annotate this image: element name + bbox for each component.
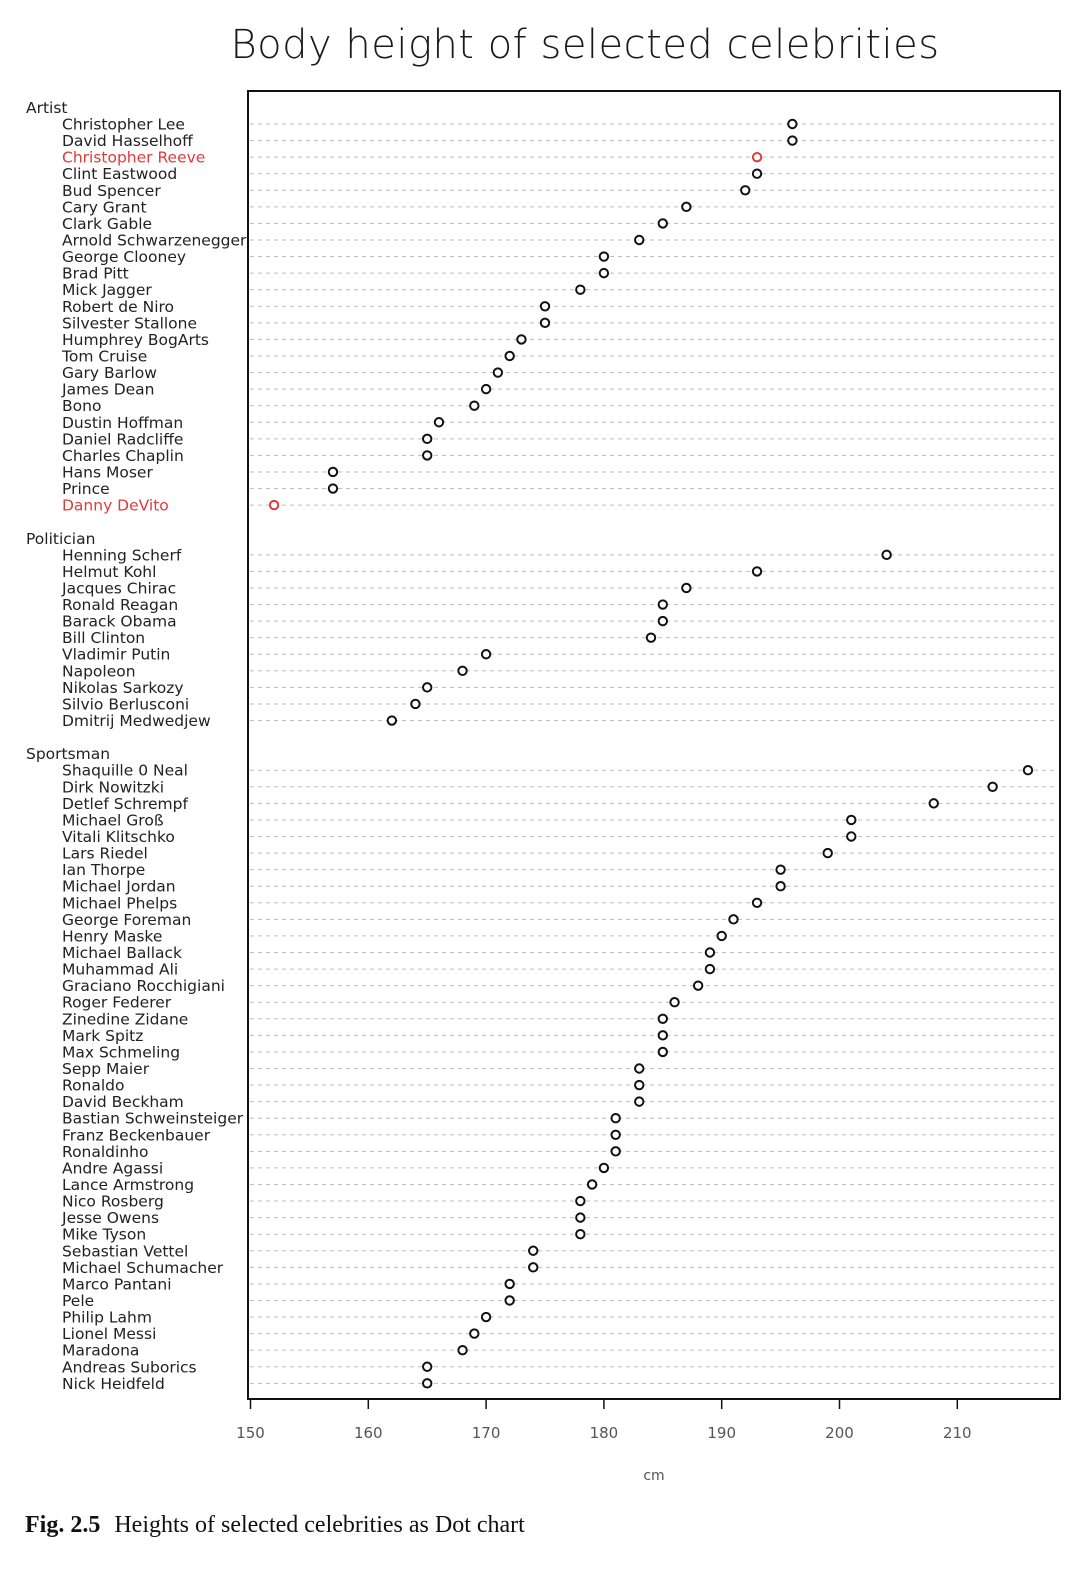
category-label: Henning Scherf — [62, 546, 182, 565]
data-point — [576, 1213, 584, 1221]
plot-frame — [248, 91, 1060, 1399]
category-label: Graciano Rocchigiani — [62, 977, 225, 996]
data-point — [576, 1197, 584, 1205]
data-point-highlight — [270, 501, 278, 509]
data-point — [753, 567, 761, 575]
data-point — [776, 865, 784, 873]
group-label: Sportsman — [26, 745, 111, 764]
x-tick-label: 180 — [589, 1424, 619, 1442]
x-axis-label: cm — [643, 1468, 665, 1484]
data-point — [635, 1081, 643, 1089]
data-point — [729, 915, 737, 923]
category-label: Hans Moser — [62, 463, 153, 482]
data-point — [882, 551, 890, 559]
category-label: Robert de Niro — [62, 297, 175, 316]
group-label: Artist — [26, 98, 68, 117]
data-point — [435, 418, 443, 426]
data-point — [611, 1131, 619, 1139]
category-label: Barack Obama — [62, 612, 177, 631]
data-point — [470, 1329, 478, 1337]
category-label: Mick Jagger — [62, 281, 152, 300]
category-label: Bill Clinton — [62, 629, 146, 648]
data-point — [659, 600, 667, 608]
category-label: Christopher Reeve — [62, 148, 206, 167]
category-label: Jesse Owens — [62, 1209, 160, 1228]
data-point — [529, 1263, 537, 1271]
category-label: Charles Chaplin — [62, 446, 184, 465]
category-label: Andreas Suborics — [62, 1358, 197, 1377]
data-point — [329, 468, 337, 476]
data-points — [270, 120, 1032, 1388]
caption-text: Heights of selected celebrities as Dot chart — [114, 1512, 525, 1538]
data-point — [718, 932, 726, 940]
category-label: Ronaldo — [62, 1076, 125, 1095]
category-label: Michael Groß — [62, 811, 164, 830]
category-label: Ronald Reagan — [62, 596, 179, 615]
category-label: Pele — [62, 1291, 95, 1310]
data-point — [600, 252, 608, 260]
category-label: George Foreman — [62, 910, 192, 929]
data-point — [588, 1180, 596, 1188]
figure-number: Fig. 2.5 — [25, 1512, 101, 1538]
data-point — [635, 1064, 643, 1072]
data-point — [847, 832, 855, 840]
category-label: Clint Eastwood — [62, 165, 178, 184]
category-label: Silvio Berlusconi — [62, 695, 190, 714]
grid-lines — [250, 124, 1058, 1383]
category-label: Lionel Messi — [62, 1325, 157, 1344]
category-label: Max Schmeling — [62, 1043, 181, 1062]
data-point — [847, 816, 855, 824]
data-point — [505, 352, 513, 360]
category-label: Mike Tyson — [62, 1225, 147, 1244]
data-point — [788, 120, 796, 128]
data-point — [576, 286, 584, 294]
x-tick-label: 150 — [236, 1424, 265, 1442]
data-point — [706, 965, 714, 973]
data-point — [423, 435, 431, 443]
category-labels — [26, 99, 247, 1393]
data-point — [517, 335, 525, 343]
category-label: Nikolas Sarkozy — [62, 678, 184, 697]
category-label: Christopher Lee — [62, 115, 185, 134]
category-label: Clark Gable — [62, 214, 153, 233]
category-label: Andre Agassi — [62, 1159, 164, 1178]
data-point — [482, 385, 490, 393]
x-tick-label: 190 — [707, 1424, 737, 1442]
category-label: Jacques Chirac — [62, 579, 177, 598]
data-point — [423, 1379, 431, 1387]
data-point — [541, 319, 549, 327]
category-label: Franz Beckenbauer — [62, 1126, 211, 1145]
data-point — [659, 617, 667, 625]
category-label: Muhammad Ali — [62, 960, 179, 979]
category-label: Humphrey BogArts — [62, 330, 209, 349]
category-label: Dmitrij Medwedjew — [62, 712, 211, 731]
category-label: Tom Cruise — [62, 347, 148, 366]
x-tick-label: 170 — [471, 1424, 501, 1442]
category-label: Arnold Schwarzenegger — [62, 231, 247, 250]
x-axis — [236, 1399, 971, 1442]
data-point — [635, 236, 643, 244]
x-tick-label: 210 — [942, 1424, 972, 1442]
data-point — [741, 186, 749, 194]
data-point — [930, 799, 938, 807]
category-label: Michael Jordan — [62, 877, 176, 896]
category-label: Danny DeVito — [62, 496, 169, 515]
data-point — [824, 849, 832, 857]
category-label: Detlef Schrempf — [62, 794, 188, 813]
category-label: Vitali Klitschko — [62, 828, 175, 847]
category-label: Ronaldinho — [62, 1142, 149, 1161]
data-point — [788, 136, 796, 144]
category-label: Bono — [62, 397, 102, 416]
category-label: Silvester Stallone — [62, 314, 198, 333]
category-label: Napoleon — [62, 662, 136, 681]
data-point — [600, 1164, 608, 1172]
data-point — [694, 981, 702, 989]
category-label: Nico Rosberg — [62, 1192, 164, 1211]
category-label: Nick Heidfeld — [62, 1374, 165, 1393]
category-label: Zinedine Zidane — [62, 1010, 189, 1029]
category-label: Prince — [62, 480, 110, 499]
category-label: Michael Phelps — [62, 894, 178, 913]
category-label: Gary Barlow — [62, 364, 157, 383]
data-point-highlight — [753, 153, 761, 161]
data-point — [482, 650, 490, 658]
data-point — [682, 203, 690, 211]
category-label: Sepp Maier — [62, 1059, 150, 1078]
data-point — [329, 484, 337, 492]
data-point — [659, 219, 667, 227]
data-point — [753, 899, 761, 907]
group-label: Politician — [26, 529, 96, 548]
data-point — [494, 368, 502, 376]
data-point — [411, 700, 419, 708]
category-label: Daniel Radcliffe — [62, 430, 184, 449]
data-point — [482, 1313, 490, 1321]
category-label: David Hasselhoff — [62, 132, 193, 151]
category-label: Cary Grant — [62, 198, 147, 217]
category-label: Marco Pantani — [62, 1275, 172, 1294]
chart-title: Body height of selected celebrities — [230, 22, 940, 68]
data-point — [776, 882, 784, 890]
data-point — [529, 1247, 537, 1255]
data-point — [659, 1048, 667, 1056]
category-label: Dirk Nowitzki — [62, 778, 165, 797]
data-point — [458, 667, 466, 675]
category-label: Bud Spencer — [62, 181, 161, 200]
category-label: Maradona — [62, 1341, 140, 1360]
data-point — [505, 1296, 513, 1304]
data-point — [505, 1280, 513, 1288]
category-label: Helmut Kohl — [62, 562, 157, 581]
data-point — [600, 269, 608, 277]
category-label: Lars Riedel — [62, 844, 148, 863]
category-label: Henry Maske — [62, 927, 163, 946]
data-point — [611, 1114, 619, 1122]
category-label: Michael Schumacher — [62, 1258, 224, 1277]
category-label: Shaquille 0 Neal — [62, 761, 188, 780]
data-point — [458, 1346, 466, 1354]
data-point — [682, 584, 690, 592]
category-label: Mark Spitz — [62, 1026, 144, 1045]
data-point — [635, 1097, 643, 1105]
figure-caption — [25, 1512, 525, 1539]
data-point — [988, 783, 996, 791]
data-point — [659, 1015, 667, 1023]
data-point — [1024, 766, 1032, 774]
x-tick-label: 160 — [353, 1424, 383, 1442]
data-point — [576, 1230, 584, 1238]
category-label: James Dean — [62, 380, 155, 399]
data-point — [541, 302, 549, 310]
category-label: David Beckham — [62, 1093, 184, 1112]
category-label: Dustin Hoffman — [62, 413, 184, 432]
data-point — [470, 401, 478, 409]
x-tick-label: 200 — [825, 1424, 854, 1442]
data-point — [423, 683, 431, 691]
data-point — [647, 633, 655, 641]
data-point — [611, 1147, 619, 1155]
data-point — [670, 998, 678, 1006]
data-point — [706, 948, 714, 956]
data-point — [423, 1363, 431, 1371]
category-label: Sebastian Vettel — [62, 1242, 189, 1261]
category-label: George Clooney — [62, 248, 187, 267]
category-label: Vladimir Putin — [62, 645, 171, 664]
data-point — [423, 451, 431, 459]
category-label: Brad Pitt — [62, 264, 129, 283]
category-label: Michael Ballack — [62, 944, 183, 962]
category-label: Lance Armstrong — [62, 1175, 195, 1194]
category-label: Bastian Schweinsteiger — [62, 1109, 244, 1128]
data-point — [753, 170, 761, 178]
category-label: Philip Lahm — [62, 1308, 152, 1327]
data-point — [659, 1031, 667, 1039]
category-label: Roger Federer — [62, 993, 172, 1012]
data-point — [388, 716, 396, 724]
category-label: Ian Thorpe — [62, 861, 146, 880]
